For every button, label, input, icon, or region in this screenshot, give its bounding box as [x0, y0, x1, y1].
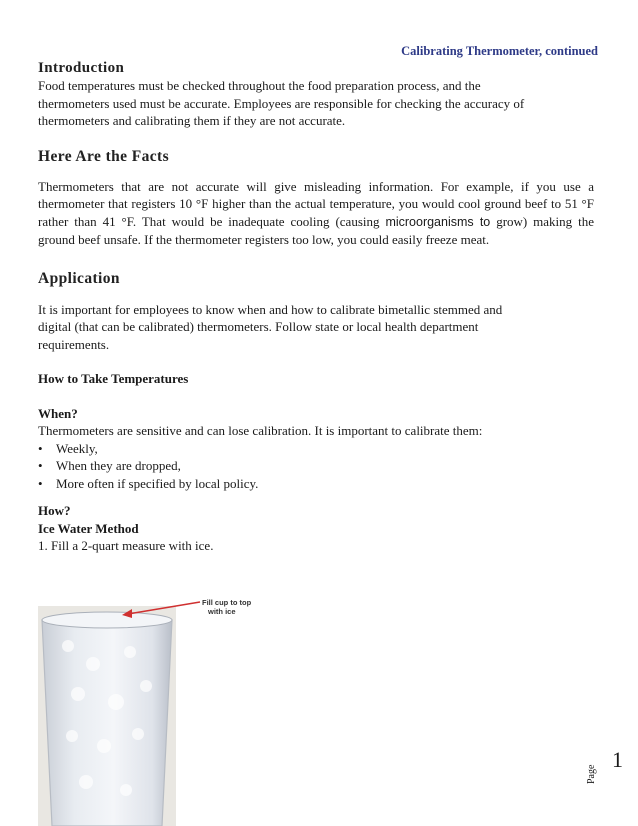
page-label: Page — [586, 764, 597, 784]
application-line-2: digital (that can be calibrated) thermometers. Follow state or local health department — [38, 319, 479, 334]
facts-heading: Here Are the Facts — [38, 147, 170, 165]
facts-text-b: grow) making the ground beef unsafe. If the thermometer registers too low, you could easily freeze meat. — [38, 213, 594, 247]
ice-cup-photo-icon — [38, 606, 176, 826]
application-line-3: requirements. — [38, 336, 110, 352]
facts-paragraph — [38, 178, 594, 249]
callout-line-2: with ice — [208, 606, 236, 616]
list-item: • When they are dropped, — [38, 457, 594, 475]
when-bullet-list — [38, 440, 594, 493]
application-line-1: It is important for employees to know when and how to calibrate bimetallic stemmed and — [38, 301, 503, 317]
list-item: • Weekly, — [38, 440, 594, 458]
callout-line-1: Fill cup to top — [202, 598, 252, 607]
intro-line-1: Food temperatures must be checked throughout the food preparation process, and the — [38, 78, 481, 93]
when-text: Thermometers are sensitive and can lose calibration. It is important to calibrate them: — [38, 423, 483, 438]
application-heading: Application — [38, 269, 120, 287]
method-heading: Ice Water Method — [38, 520, 139, 536]
figure-callout — [202, 599, 251, 616]
step-1: 1. Fill a 2-quart measure with ice. — [38, 538, 214, 553]
when-heading: When? — [38, 405, 78, 421]
red-arrow-icon — [118, 598, 202, 620]
page-number: 1 — [612, 747, 623, 772]
intro-line-3: thermometers and calibrating them if they are not accurate. — [38, 113, 346, 128]
list-item: • More often if specified by local policy. — [38, 475, 594, 493]
intro-heading: Introduction — [38, 60, 125, 76]
intro-line-2: thermometers used must be accurate. Employees are responsible for checking the accuracy of — [38, 95, 525, 111]
facts-text-a: Thermometers that are not accurate will give misleading information. For example, if you use a thermometer that registers 10 °F higher than the actual temperature, you would cool ground beef to 51 °F rather than 41 °F. That would be inadequate cooling (causing — [38, 178, 594, 229]
main-content — [38, 60, 594, 555]
facts-highlight-word: microorganisms to — [385, 214, 491, 229]
running-title: Calibrating Thermometer, continued — [401, 44, 598, 58]
how-to-heading: How to Take Temperatures — [38, 371, 189, 386]
how-heading: How? — [38, 503, 71, 518]
